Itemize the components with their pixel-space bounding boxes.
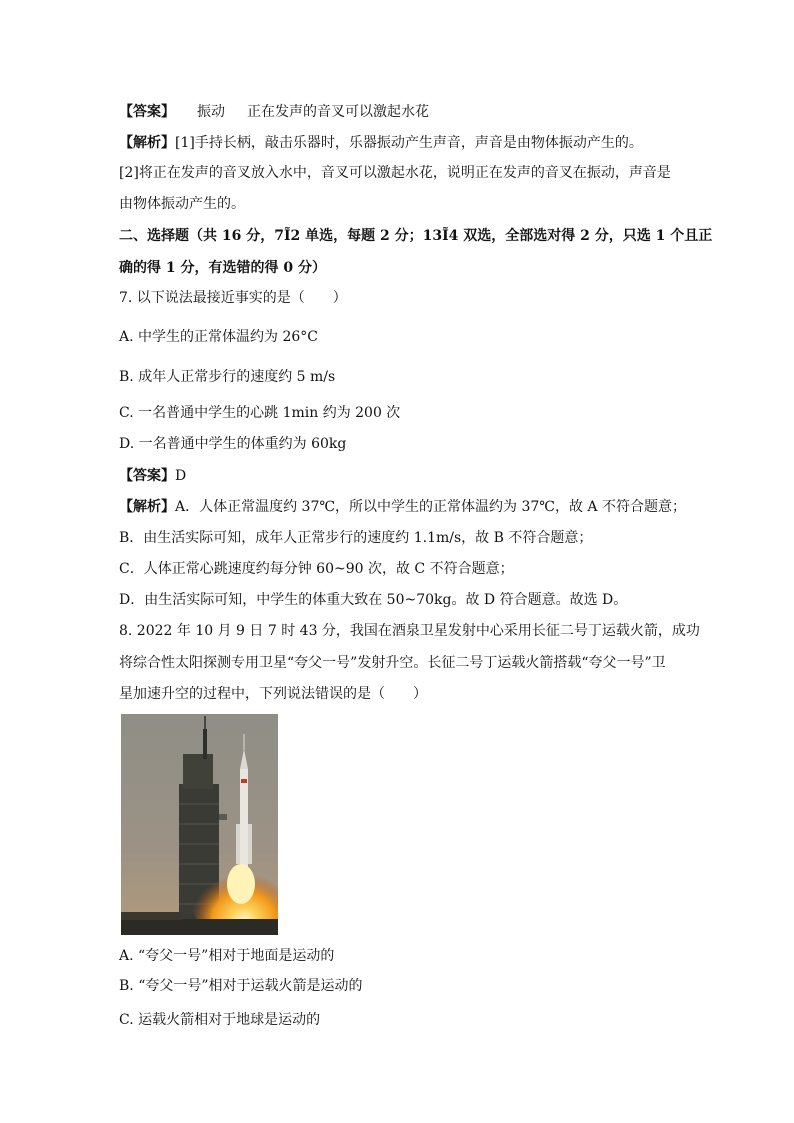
q8-option-c: C. 运载火箭相对于地球是运动的 bbox=[119, 1012, 321, 1028]
q8-stem-1: 8. 2022 年 10 月 9 日 7 时 43 分，我国在酒泉卫星发射中心采用长征二号丁运载火箭，成功 bbox=[119, 623, 700, 639]
q7-option-c: C. 一名普通中学生的心跳 1min 约为 200 次 bbox=[119, 405, 401, 421]
q6-answer-line bbox=[119, 102, 429, 122]
analysis-text: [1]手持长柄，敲击乐器时，乐器振动产生声音，声音是由物体振动产生的。 bbox=[175, 135, 643, 151]
q6-analysis-line-1 bbox=[119, 133, 643, 153]
q8-stem-3: 星加速升空的过程中，下列说法错误的是（ ） bbox=[119, 686, 427, 702]
answer-2: 正在发声的音叉可以激起水花 bbox=[247, 104, 429, 120]
q7-answer-line bbox=[119, 466, 186, 486]
analysis-tag: 【解析】 bbox=[119, 135, 175, 151]
q6-analysis-line-3: 由物体振动产生的。 bbox=[119, 196, 245, 212]
answer-value: D bbox=[175, 468, 187, 484]
analysis-text: A．人体正常温度约 37℃，所以中学生的正常体温约为 37℃，故 A 不符合题意； bbox=[175, 499, 686, 515]
q7-analysis-b: B．由生活实际可知，成年人正常步行的速度约 1.1m/s，故 B 不符合题意； bbox=[119, 530, 593, 546]
answer-1: 振动 bbox=[197, 104, 225, 120]
rocket-launch-photo bbox=[121, 714, 278, 935]
q7-analysis-d: D．由生活实际可知，中学生的体重大致在 50~70kg。故 D 符合题意。故选 D。 bbox=[119, 592, 628, 608]
q7-option-a: A. 中学生的正常体温约为 26°C bbox=[119, 329, 318, 345]
q7-option-b: B. 成年人正常步行的速度约 5 m/s bbox=[119, 369, 336, 385]
q8-stem-2: 将综合性太阳探测专用卫星“夸父一号”发射升空。长征二号丁运载火箭搭载“夸父一号”卫 bbox=[119, 655, 666, 671]
analysis-tag: 【解析】 bbox=[119, 499, 175, 515]
section-heading-1: 二、选择题（共 16 分，7Ĩ2 单选，每题 2 分；13Ĩ4 双选，全部选对得 2 分，只选 1 个且正 bbox=[119, 228, 713, 244]
q8-option-b: B. “夸父一号”相对于运载火箭是运动的 bbox=[119, 978, 363, 994]
q6-analysis-line-2: [2]将正在发声的音叉放入水中，音叉可以激起水花，说明正在发声的音叉在振动，声音是 bbox=[119, 165, 671, 181]
answer-tag: 【答案】 bbox=[119, 468, 175, 484]
section-heading-2: 确的得 1 分，有选错的得 0 分） bbox=[119, 260, 326, 276]
q7-analysis-c: C．人体正常心跳速度约每分钟 60~90 次，故 C 不符合题意； bbox=[119, 561, 514, 577]
q7-stem: 7. 以下说法最接近事实的是（ ） bbox=[119, 290, 347, 306]
q7-analysis-a bbox=[119, 497, 686, 517]
q8-option-a: A. “夸父一号”相对于地面是运动的 bbox=[119, 948, 335, 964]
q7-option-d: D. 一名普通中学生的体重约为 60kg bbox=[119, 436, 347, 452]
answer-tag: 【答案】 bbox=[119, 104, 175, 120]
